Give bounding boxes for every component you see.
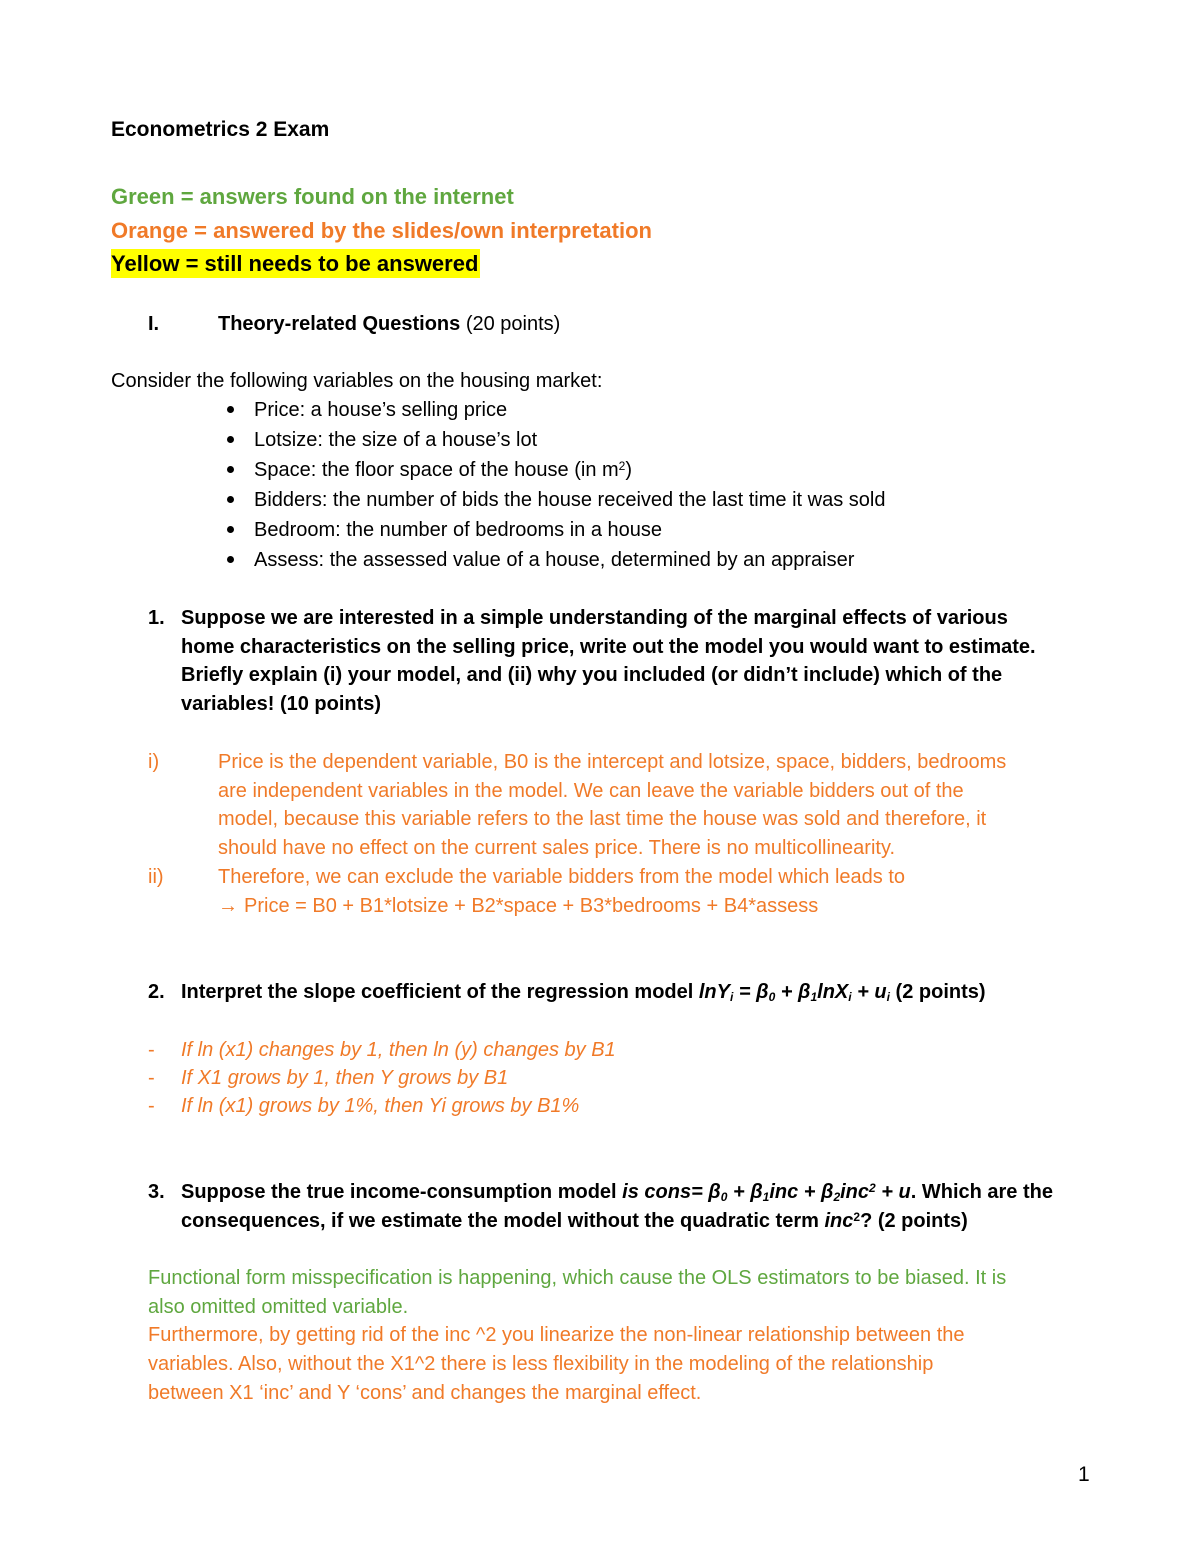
answer-label: i) bbox=[148, 751, 160, 773]
eq-sub: i bbox=[886, 990, 890, 1004]
eq-sub: i bbox=[848, 990, 852, 1004]
intro-text: Consider the following variables on the housing market: bbox=[111, 370, 603, 392]
question-1-line: Suppose we are interested in a simple understanding of the marginal effects of various bbox=[181, 607, 1008, 629]
regression-equation bbox=[699, 981, 890, 1003]
eq-part: lnX bbox=[817, 981, 849, 1003]
q3-part: . Which are the bbox=[910, 1181, 1053, 1203]
section-numeral: I. bbox=[148, 313, 160, 335]
bullet-dot bbox=[227, 406, 234, 413]
question-1-line: home characteristics on the selling price, write out the model you would want to estimate. bbox=[181, 636, 1036, 658]
eq-part: lnY bbox=[698, 981, 730, 1003]
eq-part: + u bbox=[851, 981, 887, 1003]
question-number: 1. bbox=[148, 607, 165, 629]
question-3-line-1 bbox=[181, 1178, 1053, 1207]
section-heading bbox=[218, 310, 560, 339]
question-number: 3. bbox=[148, 1181, 165, 1203]
variable-item: Assess: the assessed value of a house, determined by an appraiser bbox=[254, 549, 855, 571]
q3-part: + β bbox=[727, 1181, 763, 1203]
answer-2-item: If X1 grows by 1, then Y grows by B1 bbox=[181, 1067, 509, 1089]
answer-2-item: If ln (x1) grows by 1%, then Yi grows by B1% bbox=[181, 1095, 580, 1117]
q3-part: inc bbox=[840, 1181, 870, 1203]
answer-1-line: should have no effect on the current sales price. There is no multicollinearity. bbox=[218, 837, 896, 859]
q3-equation bbox=[622, 1181, 911, 1203]
answer-3-orange-line: Furthermore, by getting rid of the inc ^2 you linearize the non-linear relationship between the bbox=[148, 1324, 965, 1346]
answer-1-line: are independent variables in the model. We can leave the variable bidders out of the bbox=[218, 780, 964, 802]
dash-marker: - bbox=[148, 1095, 155, 1117]
page-number: 1 bbox=[1078, 1463, 1090, 1486]
dash-marker: - bbox=[148, 1039, 155, 1061]
eq-sub: 0 bbox=[768, 990, 776, 1004]
q3-part: inc bbox=[824, 1210, 854, 1232]
legend-green: Green = answers found on the internet bbox=[111, 184, 514, 209]
q3-part: ? (2 points) bbox=[860, 1210, 968, 1232]
model-equation bbox=[218, 892, 818, 921]
section-title: Theory-related Questions bbox=[218, 313, 461, 335]
variable-item: Lotsize: the size of a house’s lot bbox=[254, 429, 538, 451]
q3-sub: 1 bbox=[762, 1190, 770, 1204]
q3-part: is cons= β bbox=[622, 1181, 721, 1203]
bullet-dot bbox=[227, 436, 234, 443]
variable-item: Price: a house’s selling price bbox=[254, 399, 508, 421]
arrow-right-icon: → bbox=[218, 895, 238, 917]
question-3-line-2 bbox=[181, 1207, 968, 1236]
answer-3-orange-line: between X1 ‘inc’ and Y ‘cons’ and changes the marginal effect. bbox=[148, 1382, 702, 1404]
dash-marker: - bbox=[148, 1067, 155, 1089]
eq-part: + β bbox=[775, 981, 811, 1003]
q3-part: Suppose the true income-consumption model bbox=[181, 1181, 623, 1203]
bullet-dot bbox=[227, 496, 234, 503]
answer-2-line: Therefore, we can exclude the variable bidders from the model which leads to bbox=[218, 866, 906, 888]
q3-part: + u bbox=[875, 1181, 911, 1203]
answer-1-line: model, because this variable refers to the last time the house was sold and therefore, it bbox=[218, 808, 987, 830]
variable-item: Bedroom: the number of bedrooms in a house bbox=[254, 519, 663, 541]
q3-part: inc + β bbox=[769, 1181, 834, 1203]
section-points: (20 points) bbox=[460, 313, 561, 335]
question-number: 2. bbox=[148, 981, 165, 1003]
variable-item: Bidders: the number of bids the house received the last time it was sold bbox=[254, 489, 886, 511]
answer-3-green-line: Functional form misspecification is happening, which cause the OLS estimators to be biased. It is bbox=[148, 1267, 1007, 1289]
bullet-dot bbox=[227, 466, 234, 473]
question-1-line: variables! (10 points) bbox=[181, 693, 382, 715]
page-title: Econometrics 2 Exam bbox=[111, 118, 330, 141]
legend-yellow: Yellow = still needs to be answered bbox=[111, 251, 479, 276]
variable-item-text: Space: the floor space of the house (in m bbox=[254, 459, 619, 481]
q3-sub: 2 bbox=[833, 1190, 841, 1204]
answer-2-item: If ln (x1) changes by 1, then ln (y) changes by B1 bbox=[181, 1039, 616, 1061]
legend-orange: Orange = answered by the slides/own interpretation bbox=[111, 218, 652, 243]
answer-3-green-line: also omitted omitted variable. bbox=[148, 1296, 409, 1318]
question-2-points: (2 points) bbox=[889, 981, 986, 1003]
eq-sub: i bbox=[730, 990, 734, 1004]
question-2-text bbox=[181, 978, 986, 1007]
variable-item-close: ) bbox=[625, 459, 633, 481]
question-1-line: Briefly explain (i) your model, and (ii) why you included (or didn’t include) which of the bbox=[181, 664, 1003, 686]
question-2-prompt: Interpret the slope coefficient of the regression model bbox=[181, 981, 699, 1003]
q3-part: consequences, if we estimate the model without the quadratic term bbox=[181, 1210, 825, 1232]
bullet-dot bbox=[227, 526, 234, 533]
equation-text: Price = B0 + B1*lotsize + B2*space + B3*bedrooms + B4*assess bbox=[244, 895, 819, 917]
answer-label: ii) bbox=[148, 866, 164, 888]
eq-sub: 1 bbox=[810, 990, 818, 1004]
q3-sup: 2 bbox=[869, 1181, 876, 1195]
bullet-dot bbox=[227, 556, 234, 563]
superscript: 2 bbox=[618, 459, 626, 473]
eq-part: = β bbox=[733, 981, 769, 1003]
answer-3-orange-line: variables. Also, without the X1^2 there is less flexibility in the modeling of the relationship bbox=[148, 1353, 934, 1375]
q3-sub: 0 bbox=[720, 1190, 728, 1204]
variable-item-space bbox=[254, 456, 632, 485]
answer-1-line: Price is the dependent variable, B0 is the intercept and lotsize, space, bidders, bedrooms bbox=[218, 751, 1007, 773]
q3-sup: 2 bbox=[853, 1210, 861, 1224]
